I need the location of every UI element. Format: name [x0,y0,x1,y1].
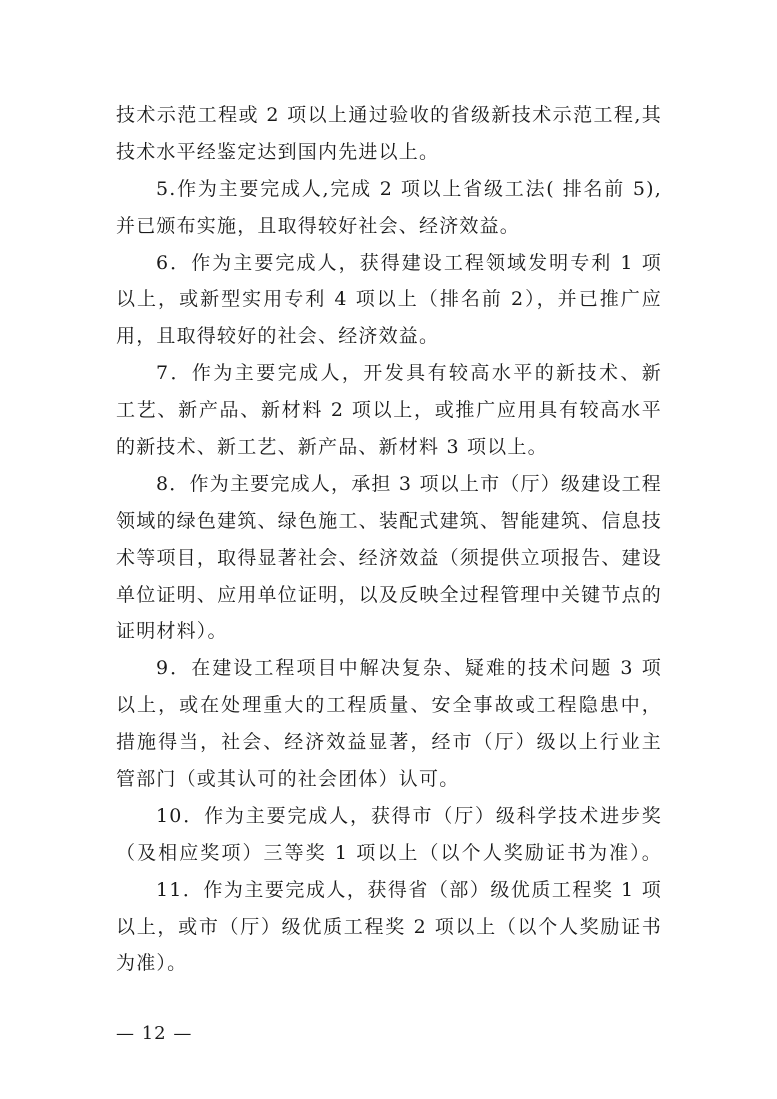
text-line: 以上，或在处理重大的工程质量、安全事故或工程隐患中， [116,694,662,717]
text-line: 技术示范工程或 2 项以上通过验收的省级新技术示范工程,其 [116,104,662,126]
text-line: 用，且取得较好的社会、经济效益。 [116,325,440,348]
text-line: 工艺、新产品、新材料 2 项以上，或推广应用具有较高水平 [116,399,662,422]
text-line: 为准）。 [116,952,188,975]
text-line: 单位证明、应用单位证明，以及反映全过程管理中关键节点的 [116,583,662,606]
text-line: 管部门（或其认可的社会团体）认可。 [116,768,460,791]
text-line: 并已颁布实施，且取得较好社会、经济效益。 [116,214,521,237]
text-line: 9．在建设工程项目中解决复杂、疑难的技术问题 3 项 [156,657,662,680]
text-line: 的新技术、新工艺、新产品、新材料 3 项以上。 [116,436,548,459]
text-line: 5.作为主要完成人,完成 2 项以上省级工法( 排名前 5), [156,177,662,200]
text-line: 技术水平经鉴定达到国内先进以上。 [116,140,440,163]
text-line: 11．作为主要完成人，获得省（部）级优质工程奖 1 项 [156,878,662,901]
page-number: — 12 — [116,1023,193,1044]
text-line: 证明材料）。 [116,620,228,643]
text-line: 8．作为主要完成人，承担 3 项以上市（厅）级建设工程 [156,472,662,495]
text-line: 10．作为主要完成人，获得市（厅）级科学技术进步奖 [156,804,662,827]
text-line: 以上，或新型实用专利 4 项以上（排名前 2），并已推广应 [116,288,662,311]
text-line: 7．作为主要完成人，开发具有较高水平的新技术、新 [156,362,662,385]
text-line: 领域的绿色建筑、绿色施工、装配式建筑、智能建筑、信息技 [116,509,662,532]
text-line: 措施得当，社会、经济效益显著，经市（厅）级以上行业主 [116,731,662,754]
text-line: （及相应奖项）三等奖 1 项以上（以个人奖励证书为准）。 [116,841,662,864]
text-line: 术等项目，取得显著社会、经济效益（须提供立项报告、建设 [116,546,662,569]
document-body [116,97,662,982]
text-line: 6．作为主要完成人，获得建设工程领域发明专利 1 项 [156,251,662,274]
text-line: 以上，或市（厅）级优质工程奖 2 项以上（以个人奖励证书 [116,915,662,938]
